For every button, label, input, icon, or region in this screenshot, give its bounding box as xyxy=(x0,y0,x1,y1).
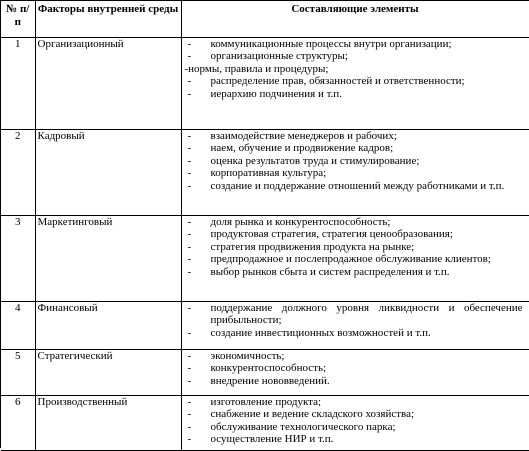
header-factor: Факторы внутренней среды xyxy=(35,1,181,37)
elements-cell xyxy=(181,395,529,450)
list-item xyxy=(184,50,527,63)
list-item-text: наем, обучение и продвижение кадров; xyxy=(210,142,394,154)
bullet-dash: - xyxy=(187,142,192,154)
list-item xyxy=(184,433,527,446)
bullet-dash: - xyxy=(187,408,192,420)
header-elements: Составляющие элементы xyxy=(181,1,529,37)
elements-cell xyxy=(181,301,529,349)
list-item xyxy=(184,327,527,340)
list-item xyxy=(184,362,527,375)
elements-cell xyxy=(181,129,529,215)
list-item xyxy=(184,241,527,254)
bullet-dash: - xyxy=(187,50,192,62)
list-item xyxy=(184,253,527,266)
bullet-dash: - xyxy=(187,228,192,240)
row-number: 6 xyxy=(1,395,35,450)
list-item-text: коммуникационные процессы внутри организации; xyxy=(210,37,452,50)
table-row xyxy=(1,129,529,215)
bullet-dash: - xyxy=(187,265,192,278)
bullet-dash: - xyxy=(187,326,192,339)
list-item-text: осуществление НИР и т.п. xyxy=(210,433,334,445)
list-item-text: создание и поддержание отношений между работниками и т.п. xyxy=(210,179,505,192)
list-item xyxy=(184,180,527,193)
list-item xyxy=(184,421,527,434)
bullet-dash: - xyxy=(187,87,192,100)
list-item xyxy=(184,350,527,363)
factor-name: Маркетинговый xyxy=(35,215,181,301)
bullet-dash: - xyxy=(187,37,192,50)
list-item-text: организационные структуры; xyxy=(210,50,348,62)
list-item-text: взаимодействие менеджеров и рабочих; xyxy=(210,129,397,142)
list-item-text: обслуживание технологического парка; xyxy=(210,420,396,433)
bullet-dash: - xyxy=(187,129,192,142)
list-item-text: -нормы, правила и процедуры; xyxy=(184,62,329,75)
list-item xyxy=(184,75,527,88)
factor-name: Производственный xyxy=(35,395,181,450)
header-num: № п/п xyxy=(1,1,35,37)
factor-name: Кадровый xyxy=(35,129,181,215)
bullet-dash: - xyxy=(187,154,192,167)
row-number: 5 xyxy=(1,349,35,395)
bullet-dash: - xyxy=(187,374,192,387)
bullet-dash: - xyxy=(187,253,192,265)
list-item xyxy=(184,396,527,409)
list-item xyxy=(184,408,527,421)
table-row xyxy=(1,349,529,395)
list-item-text: конкурентоспособность; xyxy=(210,362,327,374)
bullet-dash: - xyxy=(187,75,192,87)
list-item-text: стратегия продвижения продукта на рынке; xyxy=(210,240,415,253)
list-item-text: создание инвестиционных возможностей и т.п. xyxy=(210,326,431,339)
list-item xyxy=(184,130,527,143)
list-item-text: поддержание должного уровня ликвидности и обеспечение прибыльности; xyxy=(210,301,523,326)
list-item xyxy=(184,142,527,155)
list-item xyxy=(184,302,527,327)
factor-name: Организационный xyxy=(35,37,181,129)
row-number: 1 xyxy=(1,37,35,129)
row-number: 3 xyxy=(1,215,35,301)
bullet-dash: - xyxy=(187,420,192,433)
bullet-dash: - xyxy=(187,215,192,228)
bullet-dash: - xyxy=(187,240,192,253)
list-item-text: предпродажное и послепродажное обслуживание клиентов; xyxy=(210,253,491,265)
table-header-row xyxy=(1,1,529,37)
list-item xyxy=(184,375,527,388)
row-number: 4 xyxy=(1,301,35,349)
bullet-dash: - xyxy=(187,433,192,445)
table-row xyxy=(1,301,529,349)
bullet-dash: - xyxy=(187,167,192,179)
list-item xyxy=(184,266,527,279)
list-item-text: внедрение нововведений. xyxy=(210,374,330,387)
bullet-dash: - xyxy=(187,362,192,374)
list-item-text: выбор рынков сбыта и систем распределения и т.п. xyxy=(210,265,450,278)
elements-cell xyxy=(181,349,529,395)
list-item-text: экономичность; xyxy=(210,349,285,362)
list-item-text: иерархию подчинения и т.п. xyxy=(210,87,342,100)
bullet-dash: - xyxy=(187,179,192,192)
list-item-text: распределение прав, обязанностей и ответственности; xyxy=(210,75,465,87)
table-row xyxy=(1,395,529,450)
list-item xyxy=(184,155,527,168)
elements-cell xyxy=(181,37,529,129)
list-item xyxy=(184,216,527,229)
table-row xyxy=(1,37,529,129)
internal-factors-table xyxy=(1,1,529,451)
row-number: 2 xyxy=(1,129,35,215)
list-item-text: снабжение и ведение складского хозяйства; xyxy=(210,408,415,420)
factor-name: Финансовый xyxy=(35,301,181,349)
bullet-dash: - xyxy=(187,395,192,408)
list-item-text: оценка результатов труда и стимулирование; xyxy=(210,154,420,167)
list-item xyxy=(184,88,527,101)
list-item xyxy=(184,38,527,51)
table-body xyxy=(1,37,529,450)
list-item-text: доля рынка и конкурентоспособность; xyxy=(210,215,391,228)
list-item xyxy=(184,228,527,241)
factor-name: Стратегический xyxy=(35,349,181,395)
list-item xyxy=(184,167,527,180)
table-row xyxy=(1,215,529,301)
list-item-text: изготовление продукта; xyxy=(210,395,322,408)
elements-cell xyxy=(181,215,529,301)
bullet-dash: - xyxy=(187,301,192,314)
list-item xyxy=(184,63,527,76)
list-item-text: корпоративная культура; xyxy=(210,167,327,179)
list-item-text: продуктовая стратегия, стратегия ценообразования; xyxy=(210,228,453,240)
bullet-dash: - xyxy=(187,349,192,362)
